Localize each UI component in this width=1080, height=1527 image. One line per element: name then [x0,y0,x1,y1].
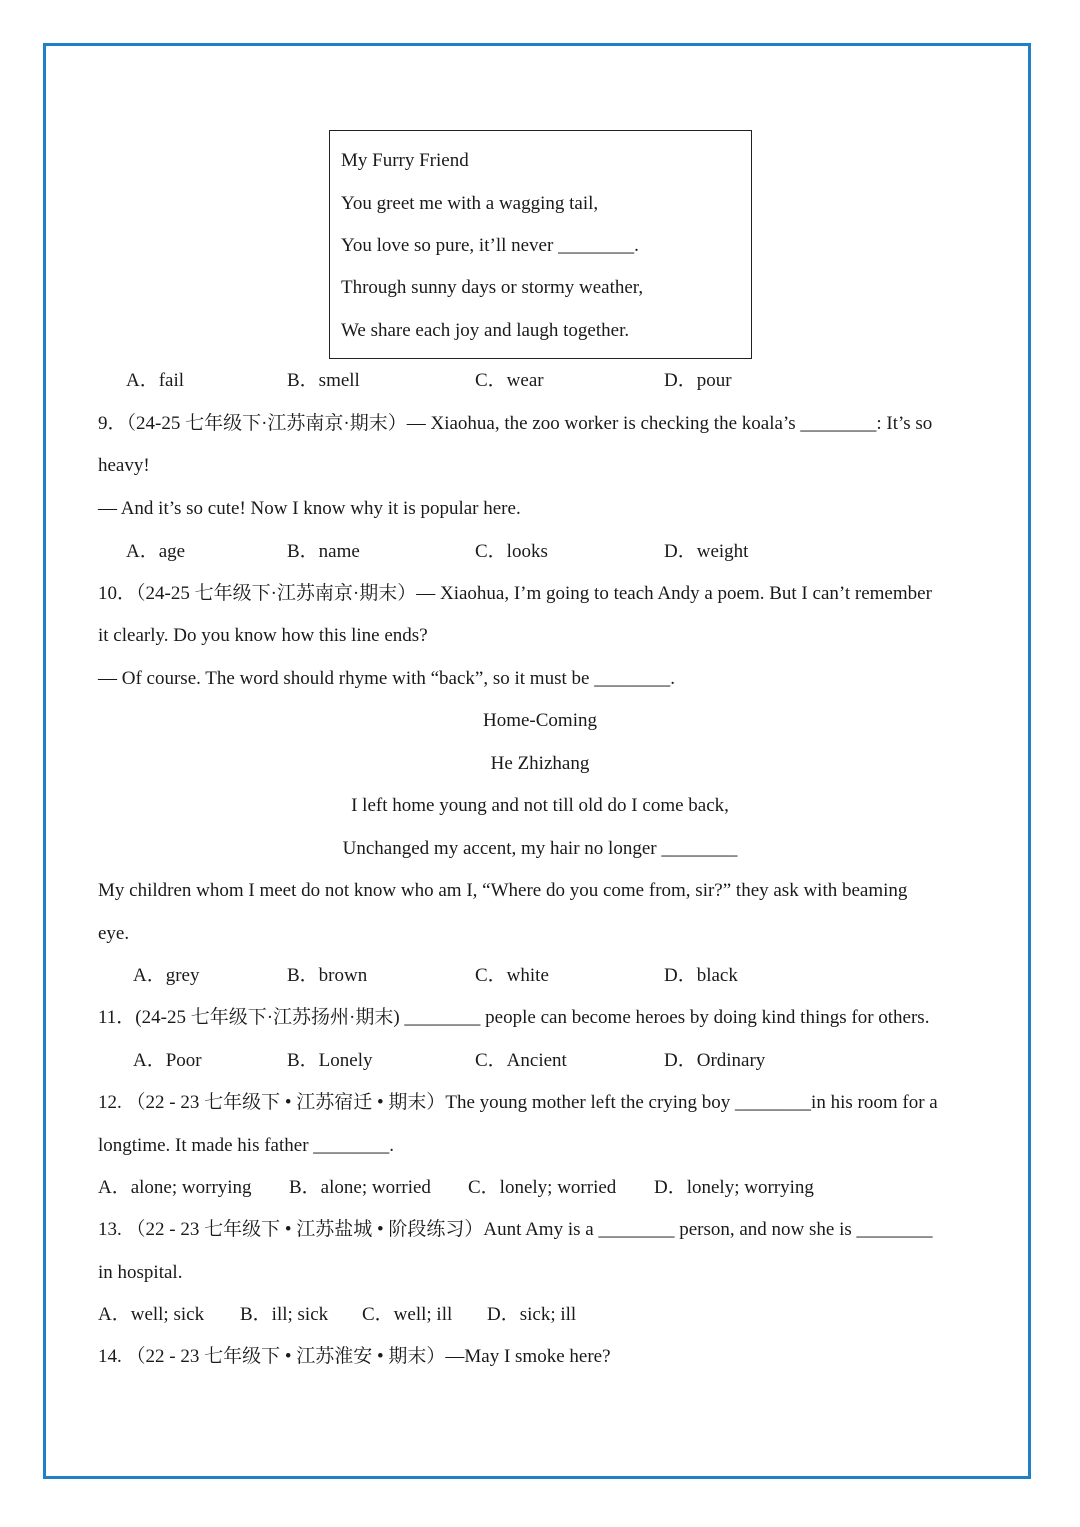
poem-box-line: We share each joy and laugh together. [341,320,630,341]
q10-option-b[interactable]: B．brown [287,965,368,986]
q12-option-c[interactable]: C．lonely; worried [468,1177,617,1198]
q12-option-a[interactable]: A．alone; worrying [98,1177,252,1198]
q9-option-c[interactable]: C．looks [475,541,548,562]
poem-box-line: Through sunny days or stormy weather, [341,277,644,298]
q10-option-a[interactable]: A．grey [133,965,200,986]
q8-option-c[interactable]: C．wear [475,370,544,391]
poem-box-line: You love so pure, it’ll never ________. [341,235,639,256]
q10-stem-cont: it clearly. Do you know how this line ends? [98,625,428,646]
q13-option-b[interactable]: B．ill; sick [240,1304,329,1325]
q10-stem: 10．（24-25 七年级下·江苏南京·期末）— Xiaohua, I’m going to teach Andy a poem. But I can’t remember [98,583,932,604]
poem-title: Home-Coming [483,710,597,731]
q10-poem-continuation-end: eye. [98,923,130,944]
poem-line: Unchanged my accent, my hair no longer ________ [342,838,738,859]
q10-option-c[interactable]: C．white [475,965,549,986]
q11-option-b[interactable]: B．Lonely [287,1050,373,1071]
poem-box-line: You greet me with a wagging tail, [341,193,599,214]
q12-option-d[interactable]: D．lonely; worrying [654,1177,814,1198]
q8-option-b[interactable]: B．smell [287,370,360,391]
poem-line: I left home young and not till old do I come back, [351,795,729,816]
q12-stem-cont: longtime. It made his father ________. [98,1135,395,1156]
q12-option-b[interactable]: B．alone; worried [289,1177,431,1198]
q9-reply: — And it’s so cute! Now I know why it is popular here. [98,498,521,519]
q9-stem-cont: heavy! [98,455,150,476]
q13-stem-cont: in hospital. [98,1262,183,1283]
q13-option-c[interactable]: C．well; ill [362,1304,453,1325]
q11-option-a[interactable]: A．Poor [133,1050,202,1071]
q13-stem: 13. （22 - 23 七年级下 • 江苏盐城 • 阶段练习）Aunt Amy is a ________ person, and now she is ________ [98,1219,933,1240]
q9-stem: 9．（24-25 七年级下·江苏南京·期末）— Xiaohua, the zoo worker is checking the koala’s ________: It’s so [98,413,933,434]
q8-option-a[interactable]: A．fail [126,370,185,391]
q9-option-a[interactable]: A．age [126,541,186,562]
q8-option-d[interactable]: D．pour [664,370,732,391]
q12-stem: 12. （22 - 23 七年级下 • 江苏宿迁 • 期末）The young mother left the crying boy ________in his room for a [98,1092,938,1113]
q10-poem-continuation: My children whom I meet do not know who am I, “Where do you come from, sir?” they ask with beaming [98,880,908,901]
q11-stem: 11．(24-25 七年级下·江苏扬州·期末) ________ people can become heroes by doing kind things for others. [98,1007,930,1028]
q13-option-a[interactable]: A．well; sick [98,1304,205,1325]
q13-option-d[interactable]: D．sick; ill [487,1304,577,1325]
poem-box-title: My Furry Friend [341,150,469,171]
q9-option-b[interactable]: B．name [287,541,360,562]
q9-option-d[interactable]: D．weight [664,541,749,562]
q11-option-c[interactable]: C．Ancient [475,1050,567,1071]
q14-stem: 14. （22 - 23 七年级下 • 江苏淮安 • 期末）—May I smoke here? [98,1346,611,1367]
q11-option-d[interactable]: D．Ordinary [664,1050,766,1071]
q10-reply: — Of course. The word should rhyme with “back”, so it must be ________. [98,668,675,689]
poem-author: He Zhizhang [490,753,590,774]
q10-option-d[interactable]: D．black [664,965,738,986]
